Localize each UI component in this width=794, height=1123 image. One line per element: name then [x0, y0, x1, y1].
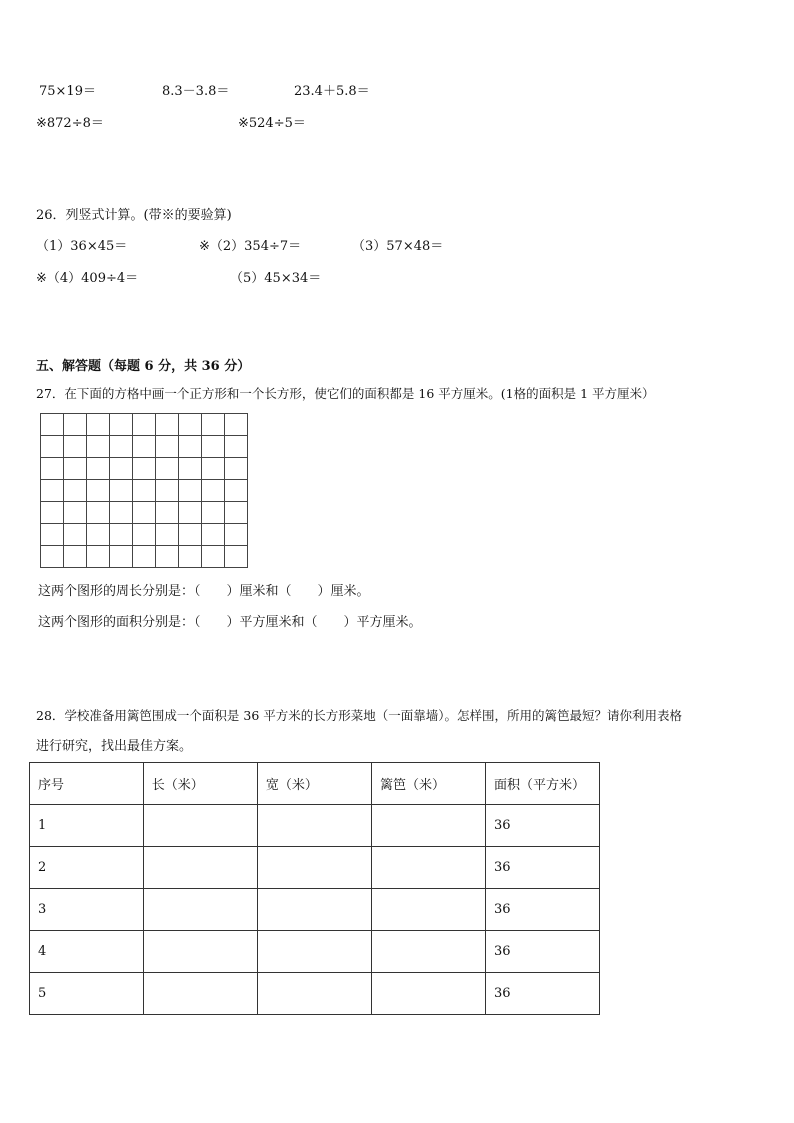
cell-length[interactable] — [143, 931, 257, 973]
q26-item-2: ※（2）354÷7＝ — [199, 239, 302, 254]
cell-fence[interactable] — [371, 805, 485, 847]
header-area: 面积（平方米） — [486, 763, 600, 805]
calc-23.4+5.8: 23.4＋5.8＝ — [294, 84, 370, 99]
cell-length[interactable] — [143, 889, 257, 931]
cell-length[interactable] — [143, 847, 257, 889]
q26-item-5: （5）45×34＝ — [230, 271, 322, 286]
cell-width[interactable] — [257, 973, 371, 1015]
calc-8.3-3.8: 8.3－3.8＝ — [162, 84, 230, 99]
q26-title: 26．列竖式计算。(带※的要验算) — [36, 208, 232, 223]
table-row — [30, 889, 600, 931]
cell-width[interactable] — [257, 889, 371, 931]
header-index: 序号 — [30, 763, 144, 805]
cell-index: 5 — [30, 973, 144, 1015]
table-row — [30, 805, 600, 847]
cell-length[interactable] — [143, 805, 257, 847]
q28-line2: 进行研究，找出最佳方案。 — [36, 739, 193, 754]
cell-area: 36 — [486, 805, 600, 847]
cell-area: 36 — [486, 973, 600, 1015]
table-header-row — [30, 763, 600, 805]
table-row — [30, 931, 600, 973]
q26-item-1: （1）36×45＝ — [36, 239, 128, 254]
q26-item-4: ※（4）409÷4＝ — [36, 271, 139, 286]
q26-item-3: （3）57×48＝ — [352, 239, 444, 254]
cell-index: 3 — [30, 889, 144, 931]
header-fence: 篱笆（米） — [371, 763, 485, 805]
calc-524div5: ※524÷5＝ — [238, 116, 306, 131]
calc-75x19: 75×19＝ — [39, 84, 96, 99]
cell-area: 36 — [486, 847, 600, 889]
calc-872div8: ※872÷8＝ — [36, 116, 104, 131]
cell-area: 36 — [486, 889, 600, 931]
q27-title: 27．在下面的方格中画一个正方形和一个长方形，使它们的面积都是 16 平方厘米。(1格的面积是 1 平方厘米） — [36, 386, 655, 401]
cell-area: 36 — [486, 931, 600, 973]
cell-width[interactable] — [257, 931, 371, 973]
cell-index: 2 — [30, 847, 144, 889]
cell-width[interactable] — [257, 805, 371, 847]
cell-fence[interactable] — [371, 847, 485, 889]
table-row — [30, 973, 600, 1015]
header-length: 长（米） — [143, 763, 257, 805]
table-row — [30, 847, 600, 889]
cell-width[interactable] — [257, 847, 371, 889]
cell-index: 1 — [30, 805, 144, 847]
cell-fence[interactable] — [371, 973, 485, 1015]
square-grid[interactable] — [40, 413, 248, 568]
q28-line1: 28．学校准备用篱笆围成一个面积是 36 平方米的长方形菜地（一面靠墙）。怎样围，所用的篱笆最短？请你利用表格 — [36, 708, 683, 723]
cell-fence[interactable] — [371, 931, 485, 973]
q27-area-line: 这两个图形的面积分别是：（ ）平方厘米和（ ）平方厘米。 — [38, 615, 422, 630]
fence-table — [29, 762, 600, 1015]
section5-title: 五、解答题（每题 6 分，共 36 分） — [36, 359, 251, 374]
cell-index: 4 — [30, 931, 144, 973]
header-width: 宽（米） — [257, 763, 371, 805]
cell-length[interactable] — [143, 973, 257, 1015]
cell-fence[interactable] — [371, 889, 485, 931]
q27-perimeter-line: 这两个图形的周长分别是：（ ）厘米和（ ）厘米。 — [38, 584, 370, 599]
